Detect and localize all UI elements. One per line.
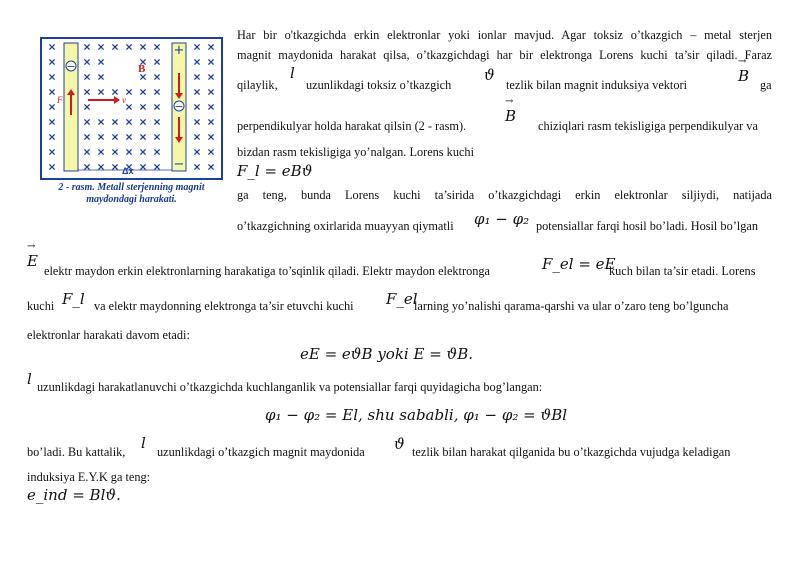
text-span: o’tkazgichning oxirlarida muayyan qiymatli: [237, 219, 454, 233]
text-line: ga teng, bunda Lorens kuchi ta’sirida o’tkazgichdagi erkin elektronlar siljiydi, natijada: [237, 188, 772, 202]
text-line: induksiya E.Y.K ga teng:: [27, 470, 151, 484]
math-l: l: [290, 64, 295, 82]
svg-text:F: F: [57, 95, 63, 105]
text-span: kuchi: [27, 299, 55, 313]
text-span: tezlik bilan harakat qilganida bu o’tkazgichda vujudga keladigan: [412, 445, 731, 459]
math-l: l: [141, 434, 146, 452]
math-B-vector: → B: [505, 107, 516, 125]
math-l: l: [27, 370, 32, 388]
math-phi-diff: φ₁ − φ₂: [474, 210, 530, 228]
text-span: elektr maydon erkin elektronlarning harakatiga to’sqinlik qiladi. Elektr maydon elektronga: [44, 264, 490, 278]
equation-1: eE = eϑB yoki E = ϑB.: [300, 345, 474, 363]
svg-text:−: −: [174, 100, 184, 113]
math-B-vector: → B: [738, 67, 749, 85]
text-line: uzunlikdagi harakatlanuvchi o’tkazgichda kuchlanganlik va potensiallar farqi quyidagicha bog’langan:: [37, 380, 543, 394]
text-line: elektronlar harakati davom etadi:: [27, 328, 190, 342]
svg-text:−: −: [173, 157, 185, 172]
text-span: ga: [760, 78, 772, 92]
svg-text:B: B: [138, 63, 146, 75]
text-span: uzunlikdagi toksiz o’tkazgich: [306, 78, 452, 92]
math-Fel: F_el: [386, 290, 418, 308]
math-Fl: F_l: [62, 290, 85, 308]
text-span: va elektr maydonning elektronga ta’sir etuvchi kuchi: [94, 299, 354, 313]
text-span: perpendikulyar holda harakat qilsin (2 - rasm).: [237, 119, 467, 133]
svg-text:+: +: [173, 43, 185, 58]
text-span: tezlik bilan magnit induksiya vektori: [506, 78, 688, 92]
text-span: bo’ladi. Bu kattalik,: [27, 445, 126, 459]
formula-Fel: F_el = eE: [542, 255, 616, 273]
svg-text:−: −: [66, 60, 76, 73]
formula-lorentz: F_l = eBϑ: [237, 162, 313, 180]
text-span: qilaylik,: [237, 78, 278, 92]
text-span: kuch bilan ta’sir etadi. Lorens: [609, 264, 756, 278]
text-line: Har bir o'tkazgichda erkin elektronlar yoki ionlar mavjud. Agar toksiz o’tkazgich – metal sterjen: [237, 28, 772, 42]
math-v: ϑ: [484, 66, 495, 84]
figure-caption: 2 - rasm. Metall sterjenning magnit maydondagi harakati.: [58, 182, 205, 205]
math-v: ϑ: [394, 435, 405, 453]
text-line: bizdan rasm tekisligiga yo’nalgan. Lorens kuchi: [237, 145, 474, 159]
metal-rod-figure: [40, 37, 223, 180]
svg-text:Δx: Δx: [122, 166, 134, 176]
svg-text:v: v: [122, 95, 126, 105]
math-E-vector: → E: [27, 252, 38, 270]
formula-eind: e_ind = Blϑ.: [27, 486, 121, 504]
text-span: chiziqlari rasm tekisligiga perpendikulyar va: [538, 119, 758, 133]
text-line: magnit maydonida harakat qilsa, o’tkazgichdagi har bir elektronga Lorens kuchi ta’sir qiladi. Faraz: [237, 48, 772, 62]
text-span: uzunlikdagi o’tkazgich magnit maydonida: [157, 445, 365, 459]
text-span: potensiallar farqi hosil bo’ladi. Hosil bo’lgan: [536, 219, 758, 233]
equation-2: φ₁ − φ₂ = El, shu sababli, φ₁ − φ₂ = ϑBl: [265, 406, 568, 424]
text-span: larning yo’nalishi qarama-qarshi va ular o’zaro teng bo’lguncha: [414, 299, 729, 313]
